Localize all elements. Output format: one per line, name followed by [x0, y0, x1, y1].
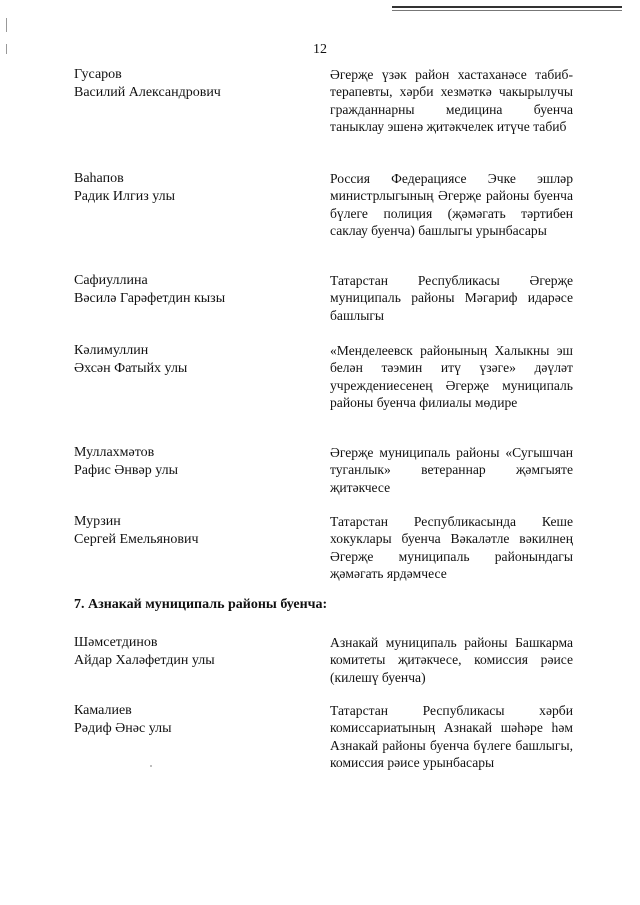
- member-name: [74, 634, 304, 670]
- member-surname: Сафиуллина: [74, 273, 148, 288]
- member-name: [74, 66, 304, 102]
- member-role: Әгерҗе муниципаль районы «Сугышчан туганлык» ветераннар җәмгыяте җитәкчесе: [330, 445, 573, 495]
- member-role: Татарстан Республикасы Әгерҗе муниципаль районы Мәгариф идарәсе башлыгы: [330, 273, 573, 323]
- member-given-names: Радик Илгиз улы: [74, 189, 176, 204]
- scan-edge-mark: [6, 18, 7, 32]
- member-given-names: Сергей Емельянович: [74, 532, 199, 547]
- member-given-names: Рафис Әнвәр улы: [74, 463, 178, 478]
- member-surname: Шәмсетдинов: [74, 635, 158, 650]
- header-rule-thin: [392, 10, 622, 11]
- section-heading: 7. Азнакай муниципаль районы буенча:: [74, 597, 328, 612]
- member-given-names: Вәсилә Гарәфетдин кызы: [74, 291, 226, 306]
- member-surname: Муллахмәтов: [74, 445, 155, 460]
- member-name: [74, 272, 304, 308]
- member-name: [74, 702, 304, 738]
- member-given-names: Айдар Халәфетдин улы: [74, 653, 215, 668]
- member-name: [74, 170, 304, 206]
- page-number: 12: [313, 42, 327, 57]
- member-surname: Гусаров: [74, 67, 122, 82]
- member-name: [74, 342, 304, 378]
- member-given-names: Әхсән Фатыйх улы: [74, 361, 188, 376]
- member-given-names: Рәдиф Әнәс улы: [74, 721, 172, 736]
- member-name: [74, 444, 304, 480]
- member-role: «Менделеевск районының Халыкны эш белән тәэмин итү үзәге» дәүләт учреждениесенең Әгерҗе муниципаль районы буенча филиалы мөдире: [330, 343, 573, 411]
- member-surname: Ваһапов: [74, 171, 124, 186]
- member-role: Азнакай муниципаль районы Башкарма комитеты җитәкчесе, комиссия рәисе (килешү буенча): [330, 635, 573, 685]
- member-role: Татарстан Республикасында Кеше хокуклары буенча Вәкаләтле вәкилнең Әгерҗе муниципаль районындагы җәмәгать ярдәмчесе: [330, 514, 573, 582]
- scan-speck: [150, 765, 152, 767]
- member-surname: Мурзин: [74, 514, 121, 529]
- member-given-names: Василий Александрович: [74, 85, 221, 100]
- member-role: Татарстан Республикасы хәрби комиссариатының Азнакай шәһәре һәм Азнакай районы буенча бүлеге башлыгы, комиссия рәисе урынбасары: [330, 703, 573, 771]
- member-name: [74, 513, 304, 549]
- member-surname: Камалиев: [74, 703, 132, 718]
- member-surname: Кәлимуллин: [74, 343, 149, 358]
- member-role: Россия Федерациясе Эчке эшләр министрлыгының Әгерҗе районы буенча бүлеге полиция (җәмәгать тәртибен саклау буенча) башлыгы урынбасары: [330, 171, 573, 239]
- header-rule: [392, 6, 622, 8]
- member-role: Әгерҗе үзәк район хастаханәсе табиб-терапевты, хәрби хезмәткә чакырылучы гражданнарны медицина буенча таныклау эшенә җитәкчелек итүче табиб: [330, 67, 573, 135]
